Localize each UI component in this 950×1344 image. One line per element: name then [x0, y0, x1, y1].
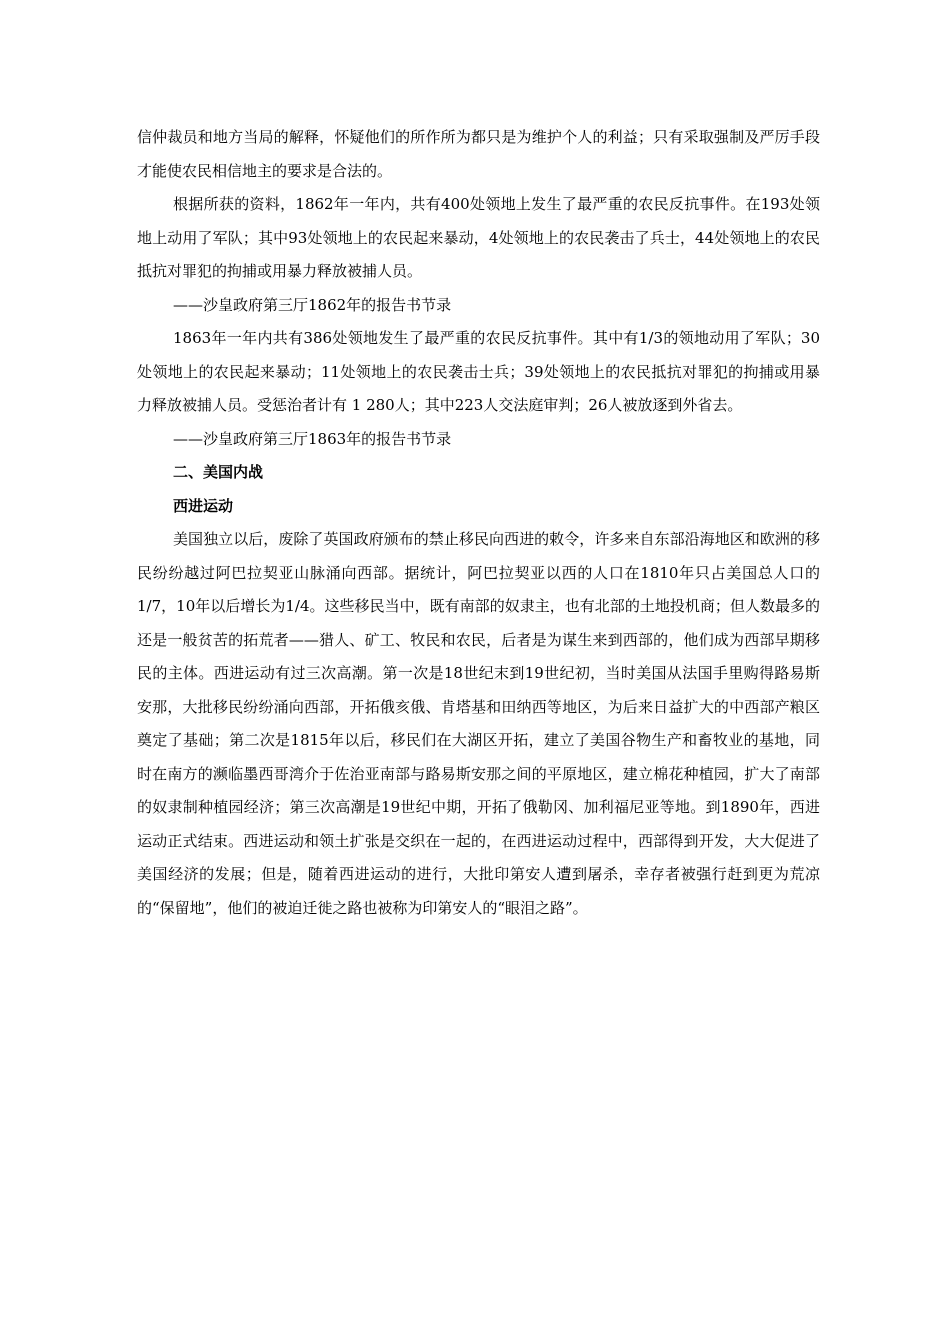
paragraph-westward-movement: 美国独立以后，废除了英国政府颁布的禁止移民向西进的敕令，许多来自东部沿海地区和欧洲的移民纷纷越过阿巴拉契亚山脉涌向西部。据统计，阿巴拉契亚以西的人口在1810年只占美国总人口的1/7，10年以后增长为1/4。这些移民当中，既有南部的奴隶主，也有北部的土地投机商；但人数最多的还是一般贫苦的拓荒者——猎人、矿工、牧民和农民，后者是为谋生来到西部的，他们成为西部早期移民的主体。西进运动有过三次高潮。第一次是18世纪末到19世纪初，当时美国从法国手里购得路易斯安那，大批移民纷纷涌向西部，开拓俄亥俄、肯塔基和田纳西等地区，为后来日益扩大的中西部产粮区奠定了基础；第二次是1815年以后，移民们在大湖区开拓，建立了美国谷物生产和畜牧业的基地，同时在南方的濒临墨西哥湾介于佐治亚南部与路易斯安那之间的平原地区，建立棉花种植园，扩大了南部的奴隶制种植园经济；第三次高潮是19世纪中期，开拓了俄勒冈、加利福尼亚等地。到1890年，西进运动正式结束。西进运动和领土扩张是交织在一起的，在西进运动过程中，西部得到开发，大大促进了美国经济的发展；但是，随着西进运动的进行，大批印第安人遭到屠杀，幸存者被强行赶到更为荒凉的“保留地”，他们的被迫迁徙之路也被称为印第安人的“眼泪之路”。 [137, 530, 820, 917]
document-body [137, 121, 820, 925]
paragraph-1863-report: 1863年一年内共有386处领地发生了最严重的农民反抗事件。其中有1/3的领地动用了军队；30处领地上的农民起来暴动；11处领地上的农民袭击士兵；39处领地上的农民抵抗对罪犯的拘捕或用暴力释放被捕人员。受惩治者计有 1 280人；其中223人交法庭审判；26人被放逐到外省去。 [137, 329, 820, 414]
source-citation-1862: ——沙皇政府第三厅1862年的报告书节录 [173, 295, 452, 314]
paragraph-1862-report: 根据所获的资料，1862年一年内，共有400处领地上发生了最严重的农民反抗事件。在193处领地上动用了军队；其中93处领地上的农民起来暴动，4处领地上的农民袭击了兵士，44处领地上的农民抵抗对罪犯的拘捕或用暴力释放被捕人员。 [137, 195, 820, 280]
subsection-heading: 西进运动 [173, 496, 234, 515]
paragraph-continued: 信仲裁员和地方当局的解释，怀疑他们的所作所为都只是为维护个人的利益；只有采取强制及严厉手段才能使农民相信地主的要求是合法的。 [137, 128, 820, 180]
section-heading: 二、美国内战 [173, 463, 264, 481]
source-citation-1863: ——沙皇政府第三厅1863年的报告书节录 [173, 429, 452, 448]
